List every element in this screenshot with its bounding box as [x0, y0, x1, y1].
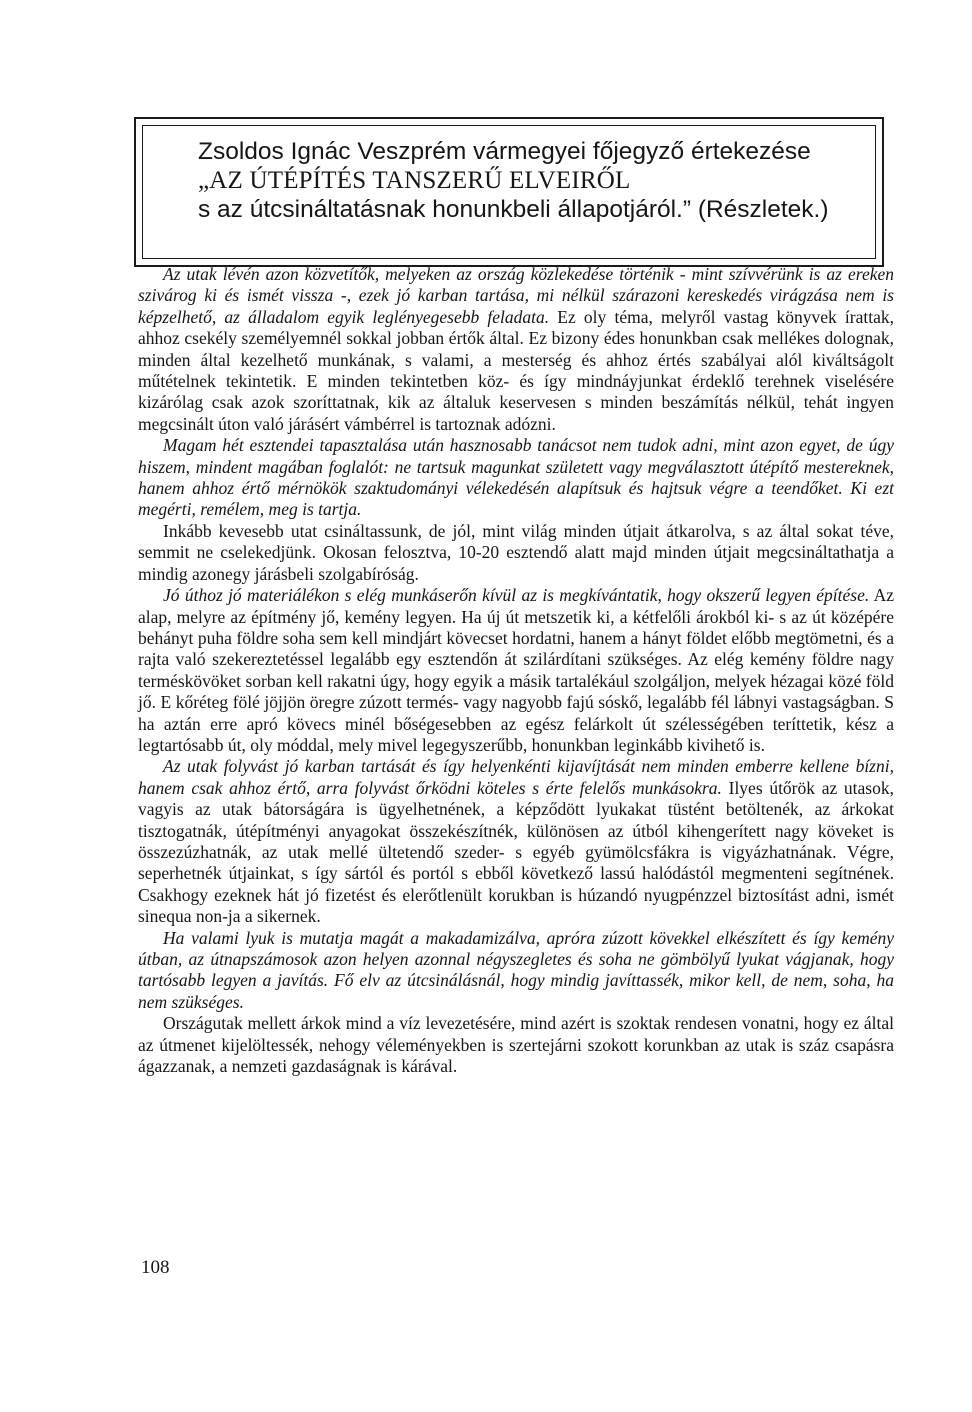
title-line-author: Zsoldos Ignác Veszprém vármegyei főjegyző értekezése: [198, 138, 811, 165]
paragraph-italic-text: Ha valami lyuk is mutatja magát a makadamizálva, apróra zúzott kövekkel elkészített és így kemény útban, az útnapszámosok azon helyen azonnal négyszegletes és soha ne gömbölyű lyukat vágjanak, hogy tartósabb legyen a javítás. Fő elv az útcsinálásnál, hogy mindig javíttassék, mikor kell, de nem, soha, ha nem szükséges.: [138, 927, 894, 1012]
paragraph-text: Az alap, melyre az építmény jő, kemény legyen. Ha új út metszetik ki, a kétfelőli árokból ki- s az út középére behányt puha földre soha sem kell mindjárt kövecset hordatni, hanem a hányt földet előbb megtömetni, és a rajta való szekereztetéssel legalább egy esztendőn át szilárdítani szükséges. Az elég kemény földre nagy terméskövöket sorban kell rakatni úgy, hogy egyik a másik tartalékául szolgáljon, melyek hézagai közé föld jő. E kőréteg fölé jöjjön öregre zúzott termés- vagy nagyobb fajú sóskő, legalább fél lábnyi vastagságban. S ha aztán erre apró kövecs minél bőségesebben az egész felárkolt út szélességében teríttetik, kész a legtartósabb út, oly móddal, mely mivel legegyszerűbb, honunkban leginkább kivihető is.: [138, 585, 894, 755]
paragraph: [138, 264, 894, 435]
paragraph-text: Ez oly téma, melyről vastag könyvek írattak, ahhoz csekély személyemnél sokkal jobban értők által. Ez bizony édes honunkban csak mellékes dolognak, minden által kezelhető munkának, s valami, a mesterség és ahhoz értés szabályai alól kiváltságolt műtételnek tekintetik. E minden tekintetben köz- és így mindnáyjunkat érdeklő terehnek viselésére kizárólag csak azok szoríttatnak, kik az általuk keservesen s minden beszámítás nélkül, tehát ingyen megcsinált úton való járásért vámbérrel is tartoznak adózni.: [138, 306, 894, 434]
paragraph: [138, 435, 894, 521]
paragraph: [138, 756, 894, 927]
title-line-subtitle: s az útcsináltatásnak honunkbeli állapotjáról.” (Részletek.): [198, 196, 829, 223]
paragraph-italic-text: Az utak folyvást jó karban tartását és így helyenkénti kijavíjtását nem minden emberre kellene bízni, hanem csak ahhoz értő, arra folyvást őrködni köteles s érte felelős munkásokra.: [138, 756, 894, 798]
paragraph: [138, 585, 894, 756]
title-line-main: „AZ ÚTÉPÍTÉS TANSZERŰ ELVEIRŐL: [198, 167, 631, 194]
paragraph-text: Országutak mellett árkok mind a víz levezetésére, mind azért is szoktak rendesen vonatni, hogy ez által az útmenet kijelöltessék, nehogy véleményekben is szertejárni szokott korunkban az utak is száz csapásra ágazzanak, a nemzeti gazdaságnak is kárával.: [138, 1013, 894, 1077]
paragraph-italic-text: Az utak lévén azon közvetítők, melyeken az ország közlekedése történik - mint szívvérünk is az ereken szivárog ki és ismét vissza -, ezek jó karban tartása, mi nélkül szárazoni kereskedés virágzása nem is képzelhető, az álladalom egyik leglényegesebb feladata.: [138, 264, 894, 327]
paragraph-italic-text: Jó úthoz jó materiálékon s elég munkáserőn kívül az is megkívántatik, hogy okszerű legyen építése.: [163, 585, 870, 606]
paragraph-text: Ilyes útőrök az utasok, vagyis az utak bátorságára is ügyelhetnének, a képződött lyukakat tüstént betöltenék, az árkokat tisztogatnák, útépítményi anyagokat összekészítnék, különösen az útból kihengerített nagy köveket is összezúzhatnák, az utak mellé ültetendő szeder- s egyéb gyümölcsfákra is vigyázhatnának. Végre, seperhetnék útjainkat, s így sártól és portól s ebből következő lassú halódástól megmenteni segítnének. Csakhogy ezeknek hát jó fizetést és elerőtlenült korukban is húzandó nyugpénzzel biztosítást adni, ismét sinequa non-ja a sikernek.: [138, 777, 894, 927]
body-text: [138, 264, 894, 1077]
paragraph-text: Inkább kevesebb utat csináltassunk, de jól, mint világ minden útjait átkarolva, s az által sokat téve, semmit ne cselekedjünk. Okosan felosztva, 10-20 esztendő alatt majd minden útjait megcsináltathatja a mindig azonegy járásbeli szolgabíróság.: [138, 520, 894, 584]
paragraph-italic-text: Magam hét esztendei tapasztalása után hasznosabb tanácsot nem tudok adni, mint azon egyet, de úgy hiszem, mindent magában foglalót: ne tartsuk magunkat született vagy megválasztott útépítő mestereknek, hanem ahhoz értő mérnökök szaktudományi vélekedésén alapítsuk és hajtsuk végre a teendőket. Ki ezt megérti, remélem, meg is tartja.: [138, 435, 894, 520]
paragraph: [138, 928, 894, 1014]
paragraph: [138, 521, 894, 585]
title-block: [198, 137, 858, 224]
paragraph: [138, 1013, 894, 1077]
page-number: 108: [141, 1257, 170, 1278]
title-frame: [134, 117, 884, 267]
